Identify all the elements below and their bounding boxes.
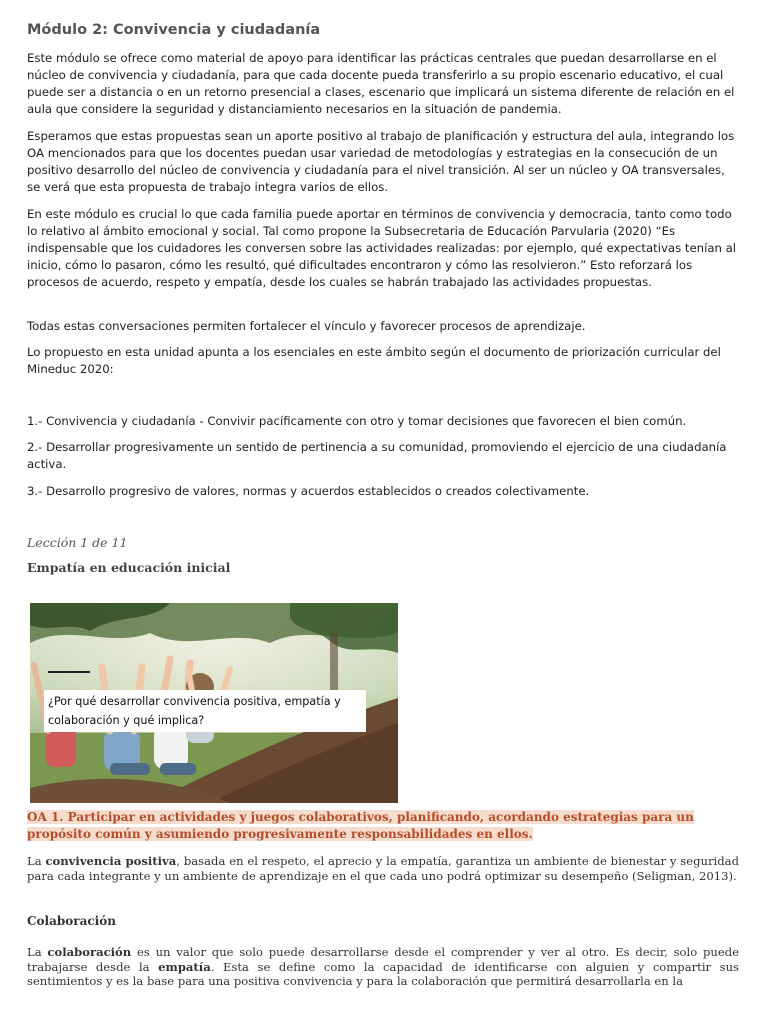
colaboracion-prefix: La [27, 945, 48, 959]
lesson-counter: Lección 1 de 11 [27, 535, 128, 550]
essential-item-3: 3.- Desarrollo progresivo de valores, normas y acuerdos establecidos o creados colectivamente. [27, 484, 590, 498]
colaboracion-rest: . Esta se define como la capacidad de identificarse con alguien y compartir sus sentimientos y es la base para una positiva convivencia y para la colaboración que permitirá desarrollarla en la [27, 959, 740, 988]
learning-objective-text: OA 1. Participar en actividades y juegos colaborativos, planificando, acordando estrategias para un propósito común y asumiendo progresivamente responsabilidades en ellos. [27, 810, 694, 841]
page-title: Módulo 2: Convivencia y ciudadanía [27, 22, 321, 38]
caption-accent-bar [48, 671, 90, 673]
convivencia-rest: , basada en el respeto, el aprecio y la empatía, garantiza un ambiente de bienestar y seguridad para cada integrante y un ambiente de aprendizaje en el que cada uno podrá optimizar su desempeño (Seligman, 2013). [27, 854, 739, 883]
intro-paragraph-3: En este módulo es crucial lo que cada familia puede aportar en términos de convivencia y democracia, tanto como todo lo relativo al ámbito emocional y social. Tal como propone la Subsecretaria de Educación Parvularia (2020) “Es indispensable que los cuidadores les conversen sobre las actividades realizadas: por ejemplo, qué expectativas tenían al inicio, cómo lo pasaron, cómo les resultó, qué dificultades encontraron y cómo las resolvieron.” Esto reforzará los procesos de acuerdo, respeto y empatía, desde los cuales se habrán trabajado las actividades propuestas. [27, 207, 737, 289]
intro-paragraph-5: Lo propuesto en esta unidad apunta a los esenciales en este ámbito según el documento de priorización curricular del Mineduc 2020: [27, 345, 721, 376]
colaboracion-heading: Colaboración [27, 914, 116, 928]
essential-item-1: 1.- Convivencia y ciudadanía - Convivir pacíficamente con otro y tomar decisiones que favorecen el bien común. [27, 414, 687, 428]
colaboracion-paragraph [27, 945, 739, 989]
intro-paragraph-4: Todas estas conversaciones permiten fortalecer el vínculo y favorecer procesos de aprendizaje. [27, 319, 586, 333]
empatia-term: empatía [158, 959, 211, 974]
convivencia-prefix: La [27, 854, 46, 868]
convivencia-paragraph [27, 854, 739, 883]
colaboracion-middle: es un valor que solo puede desarrollarse desde el comprender y ver al otro. Es decir, solo puede trabajarse desde la [27, 945, 740, 974]
intro-paragraph-2: Esperamos que estas propuestas sean un aporte positivo al trabajo de planificación y estructura del aula, integrando los OA mencionados para que los docentes puedan usar variedad de metodologías y estrategias en la consecución de un positivo desarrollo del núcleo de convivencia y ciudadanía para el nivel transición. Al ser un núcleo y OA transversales, se verá que esta propuesta de trabajo integra varios de ellos. [27, 129, 735, 194]
convivencia-term: convivencia positiva [45, 854, 177, 868]
colaboracion-term: colaboración [47, 945, 132, 959]
intro-paragraph-1: Este módulo se ofrece como material de apoyo para identificar las prácticas centrales que puedan desarrollarse en el núcleo de convivencia y ciudadanía, para que cada docente pueda transferirlo a su propio escenario educativo, el cual puede ser a distancia o en un retorno presencial a clases, escenario que implicará un sistema diferente de relación en el aula que considere la seguridad y distanciamiento necesarios en la situación de pandemia. [27, 51, 735, 116]
essential-item-2: 2.- Desarrollar progresivamente un sentido de pertinencia a su comunidad, promoviendo el ejercicio de una ciudadanía activa. [27, 440, 727, 471]
learning-objective [27, 809, 741, 843]
image-caption: ¿Por qué desarrollar convivencia positiva, empatía y colaboración y qué implica? [44, 690, 366, 732]
lesson-title: Empatía en educación inicial [27, 560, 231, 575]
